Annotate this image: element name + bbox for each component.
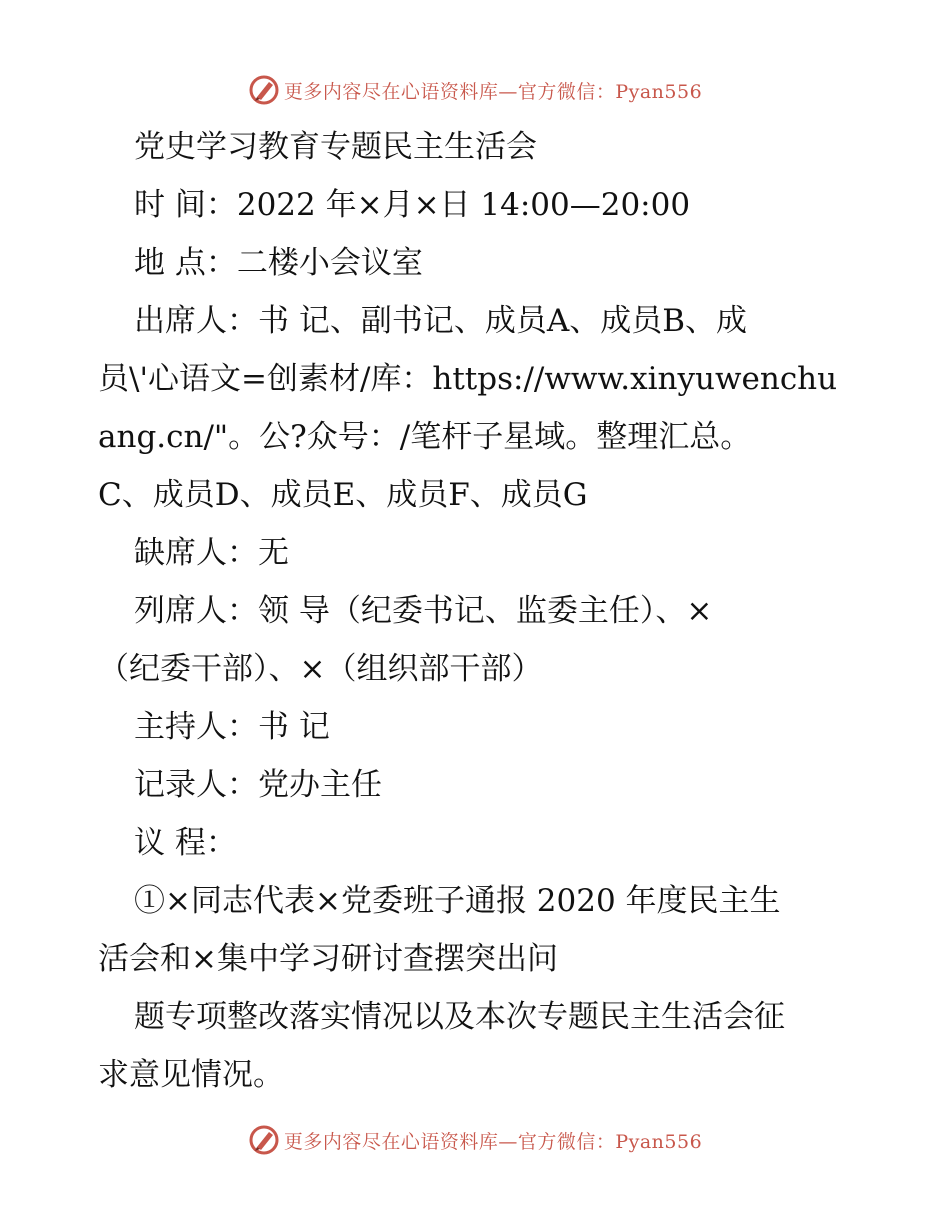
absent-line: 缺席人：无 xyxy=(134,535,289,571)
agenda-heading: 议 程： xyxy=(134,825,237,861)
watermark-text: 更多内容尽在心语资料库—官方微信：Pyan556 xyxy=(283,80,703,103)
agenda-item-cont: 活会和×集中学习研讨查摆突出问 xyxy=(98,941,558,977)
host-line: 主持人：书 记 xyxy=(134,709,330,745)
attendees-line-cont: 员\'心语文=创素材/库：https://www.xinyuwenchu xyxy=(98,361,838,397)
pen-logo-icon xyxy=(248,74,280,106)
document-body xyxy=(98,118,858,1104)
observers-line-cont: （纪委干部）、×（组织部干部） xyxy=(98,651,543,687)
watermark-text: 更多内容尽在心语资料库—官方微信：Pyan556 xyxy=(283,1130,703,1153)
doc-title: 党史学习教育专题民主生活会 xyxy=(134,129,537,165)
header-watermark xyxy=(0,72,950,108)
pen-logo-icon xyxy=(248,1124,280,1156)
attendees-line-cont: C、成员D、成员E、成员F、成员G xyxy=(98,477,588,513)
attendees-line: 出席人：书 记、副书记、成员A、成员B、成 xyxy=(134,303,748,339)
agenda-item: ①×同志代表×党委班子通报 2020 年度民主生 xyxy=(134,883,781,919)
observers-line: 列席人：领 导（纪委书记、监委主任）、× xyxy=(134,593,713,629)
attendees-line-cont: ang.cn/"。公?众号：/笔杆子星域。整理汇总。 xyxy=(98,419,752,455)
agenda-item-cont: 求意见情况。 xyxy=(98,1057,284,1093)
agenda-item-cont: 题专项整改落实情况以及本次专题民主生活会征 xyxy=(134,999,785,1035)
meeting-time: 时 间：2022 年×月×日 14:00—20:00 xyxy=(134,187,691,223)
recorder-line: 记录人：党办主任 xyxy=(134,767,382,803)
footer-watermark xyxy=(0,1122,950,1158)
meeting-location: 地 点：二楼小会议室 xyxy=(134,245,423,281)
